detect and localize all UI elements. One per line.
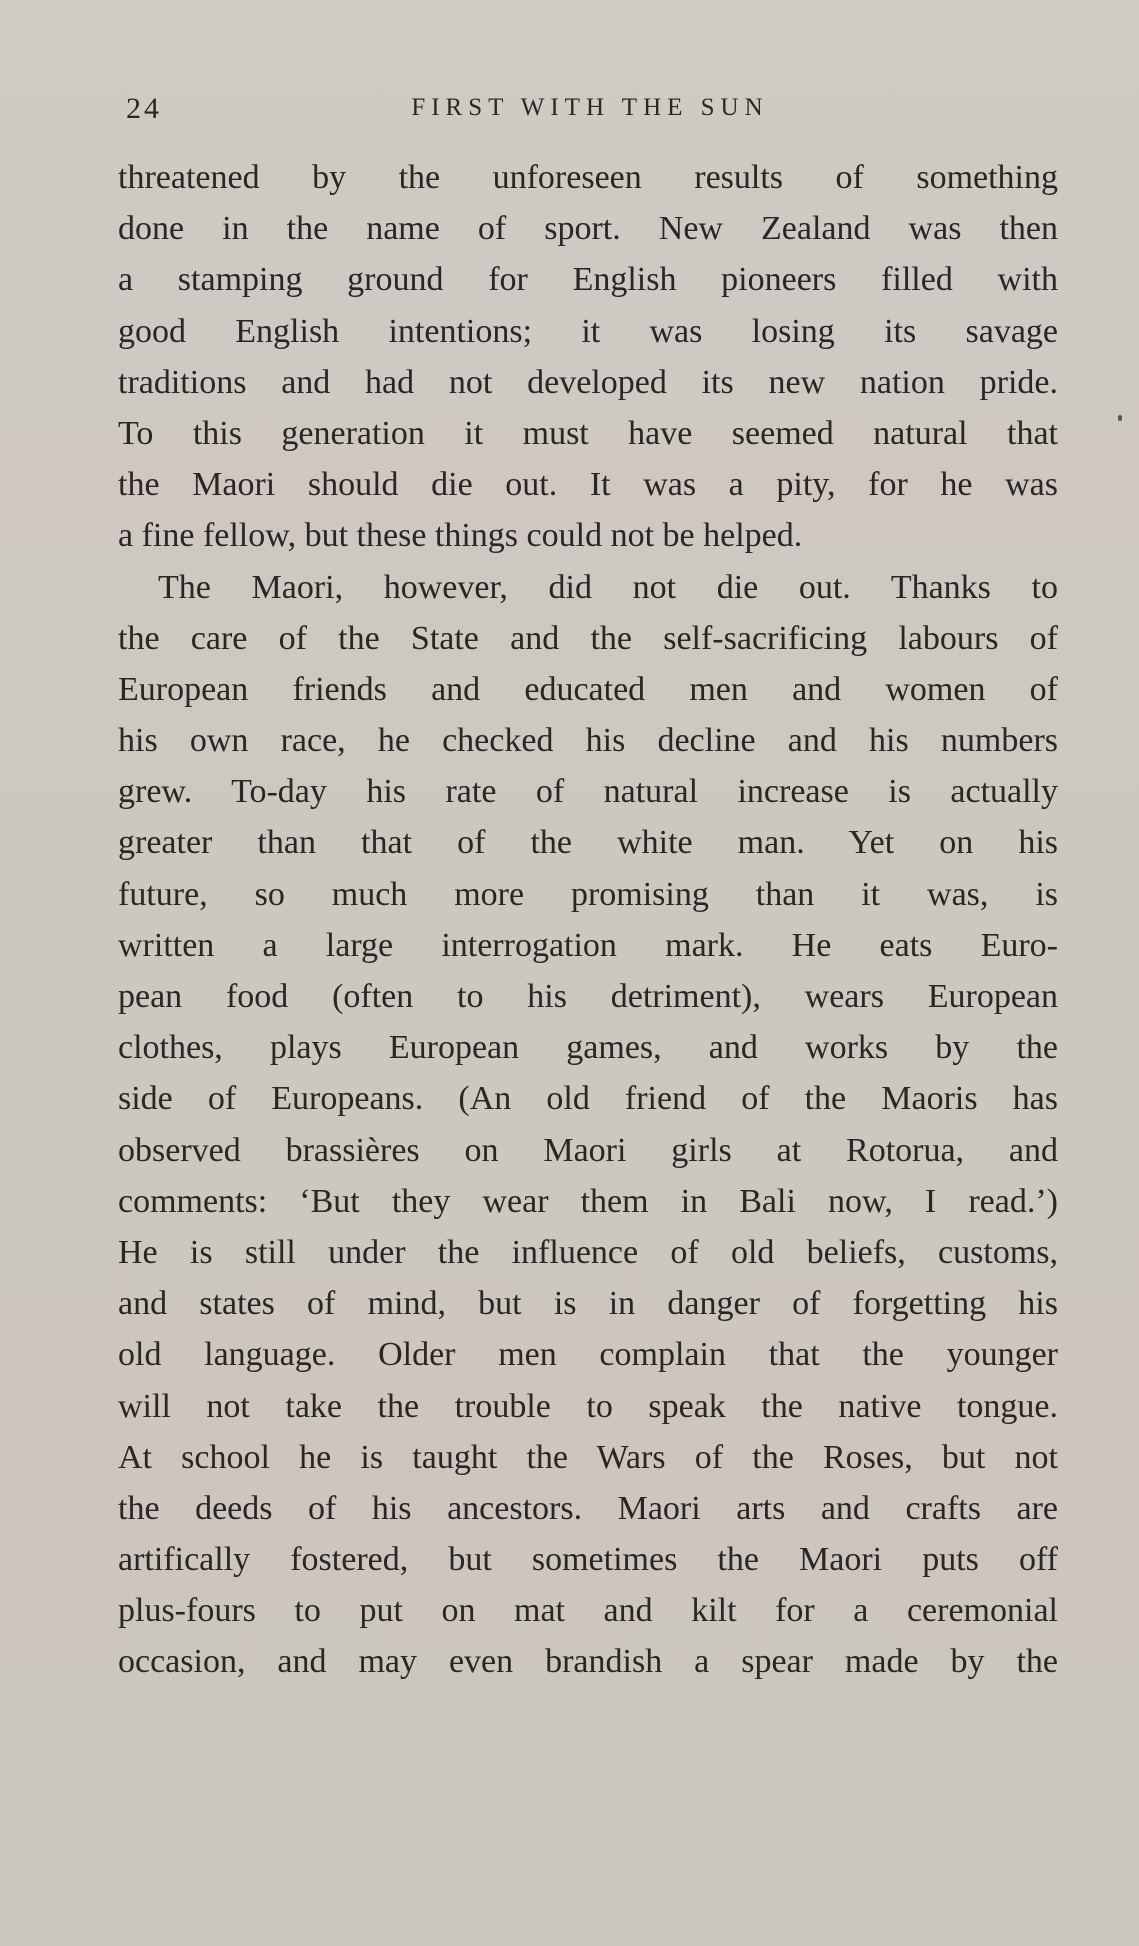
- running-title: FIRST WITH THE SUN: [411, 94, 769, 121]
- text-line: his own race, he checked his decline and his numbers: [118, 722, 1058, 760]
- text-line: old language. Older men complain that the younger: [118, 1336, 1058, 1374]
- text-line: future, so much more promising than it was, is: [118, 875, 1058, 913]
- text-line: greater than that of the white man. Yet on his: [118, 824, 1058, 862]
- text-line: European friends and educated men and women of: [118, 670, 1058, 708]
- text-line: the deeds of his ancestors. Maori arts and crafts are: [118, 1489, 1058, 1527]
- text-line: artifically fostered, but sometimes the Maori puts off: [118, 1541, 1058, 1579]
- text-line: comments: ‘But they wear them in Bali now, I read.’): [118, 1182, 1058, 1220]
- text-line: grew. To-day his rate of natural increase is actually: [118, 773, 1058, 811]
- text-line: the care of the State and the self-sacrificing labours of: [118, 619, 1058, 657]
- body-text: [118, 152, 1058, 1688]
- text-line: The Maori, however, did not die out. Thanks to: [158, 568, 1058, 606]
- text-line: side of Europeans. (An old friend of the Maoris has: [118, 1080, 1058, 1118]
- text-line: a stamping ground for English pioneers filled with: [118, 261, 1058, 299]
- text-line: He is still under the influence of old beliefs, customs,: [118, 1233, 1058, 1271]
- running-head: [118, 88, 1062, 128]
- text-line: threatened by the unforeseen results of something: [118, 159, 1058, 196]
- text-line: a fine fellow, but these things could not be helped.: [118, 517, 803, 555]
- text-line: pean food (often to his detriment), wears European: [118, 978, 1058, 1015]
- text-line: good English intentions; it was losing its savage: [118, 312, 1058, 350]
- text-line: and states of mind, but is in danger of forgetting his: [118, 1285, 1058, 1323]
- text-line: traditions and had not developed its new nation pride.: [118, 363, 1058, 401]
- text-line: observed brassières on Maori girls at Rotorua, and: [118, 1131, 1058, 1169]
- text-line: clothes, plays European games, and works by the: [118, 1029, 1058, 1067]
- text-line: To this generation it must have seemed natural that: [118, 414, 1058, 452]
- text-line: will not take the trouble to speak the native tongue.: [118, 1387, 1058, 1425]
- text-line: At school he is taught the Wars of the Roses, but not: [118, 1438, 1058, 1476]
- paper-speck: [1118, 415, 1122, 421]
- text-line: occasion, and may even brandish a spear made by the: [118, 1643, 1058, 1681]
- text-line: done in the name of sport. New Zealand was then: [118, 210, 1058, 248]
- text-line: written a large interrogation mark. He eats Euro-: [118, 926, 1058, 964]
- text-line: plus-fours to put on mat and kilt for a ceremonial: [118, 1592, 1058, 1630]
- text-line: the Maori should die out. It was a pity, for he was: [118, 466, 1058, 504]
- page-number: 24: [126, 92, 162, 125]
